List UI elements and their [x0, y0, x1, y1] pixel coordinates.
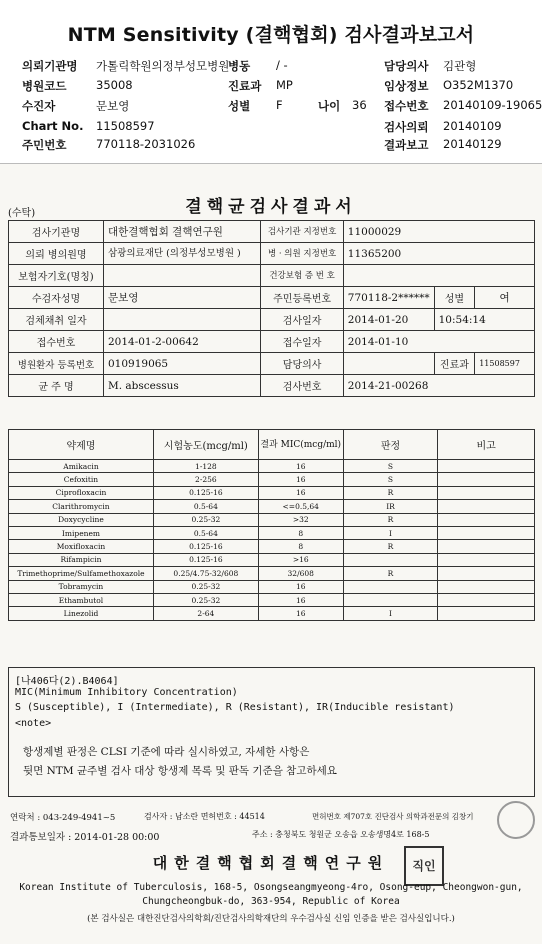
report-notice-date: 결과통보일자 : 2014-01-28 00:00: [10, 832, 160, 843]
ast-cell-range: 0.5-64: [153, 500, 258, 513]
examiner-info: 검사자 : 남소란 면허번호 : 44514: [144, 812, 265, 821]
ast-cell-range: 0.25-32: [153, 593, 258, 606]
sex-form-value: 여: [475, 287, 535, 309]
notes-tag: <note>: [15, 718, 52, 729]
ast-row: [9, 567, 535, 580]
ast-header-mic: 결과 MIC(mcg/ml): [258, 430, 343, 460]
ast-cell-remark: [438, 580, 535, 593]
rrn-label: 주민번호: [22, 138, 67, 152]
ast-cell-range: 1-128: [153, 460, 258, 473]
address-korean: 주소 : 충청북도 청원군 오송읍 오송생명4로 168-5: [252, 830, 430, 839]
species-value: M. abscessus: [103, 375, 260, 397]
chart-no-label: Chart No.: [22, 119, 84, 133]
ast-cell-interp: R: [343, 486, 438, 499]
form-dept-value: 11508597: [475, 353, 535, 375]
ast-cell-interp: I: [343, 526, 438, 539]
ast-cell-interp: S: [343, 460, 438, 473]
collect-date-value: [103, 309, 260, 331]
institute-name: 대한결핵협회결핵연구원: [152, 854, 390, 872]
hosp-reg-label: 병 · 의원 지정번호: [261, 243, 343, 265]
test-no-label: 검사번호: [261, 375, 343, 397]
recv-date-label: 접수일자: [261, 331, 343, 353]
dept-value: MP: [276, 78, 293, 92]
ward-label: 병동: [228, 59, 251, 73]
round-stamp-icon: [497, 801, 535, 839]
request-date-label: 검사의뢰: [384, 120, 429, 134]
consignment-tag: (수탁): [8, 208, 36, 219]
lab-reg-value: 11000029: [343, 221, 534, 243]
ast-cell-interp: S: [343, 473, 438, 486]
patient-value: 문보영: [96, 99, 130, 113]
req-hospital-value: 삼광의료재단 (의정부성모병원 ): [103, 243, 260, 265]
rrn-form-label: 주민등록번호: [261, 287, 343, 309]
ast-cell-mic: 16: [258, 580, 343, 593]
insurer-value: [103, 265, 260, 287]
ast-cell-interp: R: [343, 567, 438, 580]
ast-cell-drug: Doxycycline: [9, 513, 154, 526]
report-date-label: 결과보고: [384, 138, 429, 152]
ast-row: [9, 486, 535, 499]
ast-cell-drug: Moxifloxacin: [9, 540, 154, 553]
request-date-value: 20140109: [443, 119, 502, 133]
ast-cell-range: 2-64: [153, 607, 258, 620]
susceptibility-table: [8, 429, 535, 621]
receipt-no-value: 20140109-19065: [443, 98, 542, 112]
ast-cell-mic: 8: [258, 540, 343, 553]
ast-cell-remark: [438, 473, 535, 486]
lab-name-label: 검사기관명: [9, 221, 104, 243]
ast-cell-drug: Clarithromycin: [9, 500, 154, 513]
report-title: NTM Sensitivity (결핵협회) 검사결과보고서: [67, 24, 475, 46]
ast-cell-mic: >16: [258, 553, 343, 566]
hosp-patient-no-value: 010919065: [103, 353, 260, 375]
notes-legend: S (Susceptible), I (Intermediate), R (Resistant), IR(Inducible resistant): [15, 702, 455, 713]
ast-cell-remark: [438, 607, 535, 620]
patient-name-label: 수검자성명: [9, 287, 104, 309]
official-seal: 직인: [404, 846, 444, 886]
sex-value: F: [276, 98, 283, 112]
ast-cell-drug: Trimethoprime/Sulfamethoxazole: [9, 567, 154, 580]
ast-cell-drug: Ethambutol: [9, 593, 154, 606]
form-title: 결핵균검사결과서: [185, 197, 357, 217]
lab-reg-label: 검사기관 지정번호: [261, 221, 343, 243]
ast-row: [9, 540, 535, 553]
institution-label: 의뢰기관명: [22, 59, 78, 73]
ast-cell-drug: Tobramycin: [9, 580, 154, 593]
report-header: [0, 0, 542, 160]
address-english-line-2: Chungcheongbuk-do, 363-954, Republic of Korea: [142, 896, 400, 907]
report-date-value: 20140129: [443, 137, 502, 151]
notes-code: [나406다(2).B4064]: [15, 676, 119, 687]
doctor-value: 김관형: [443, 59, 477, 73]
clinical-info-label: 임상정보: [384, 79, 429, 93]
ast-cell-interp: IR: [343, 500, 438, 513]
ast-cell-interp: R: [343, 540, 438, 553]
hospital-code-value: 35008: [96, 78, 133, 92]
collect-date-label: 검체채취 일자: [9, 309, 104, 331]
ast-row: [9, 580, 535, 593]
ast-header-interp: 판정: [343, 430, 438, 460]
notes-korean-line-1: 항생제별 판정은 CLSI 기준에 따라 실시하였고, 자세한 사항은: [23, 746, 310, 758]
ast-cell-range: 0.25-32: [153, 513, 258, 526]
test-date-value: 2014-01-20: [343, 309, 434, 331]
age-label: 나이: [318, 99, 341, 113]
req-hospital-label: 의뢰 병의원명: [9, 243, 104, 265]
hosp-reg-value: 11365200: [343, 243, 534, 265]
ast-header-drug: 약제명: [9, 430, 154, 460]
ast-cell-range: 0.25-32: [153, 580, 258, 593]
ast-row: [9, 473, 535, 486]
doctor-label: 담당의사: [384, 59, 429, 73]
ast-cell-remark: [438, 526, 535, 539]
ast-header-remark: 비고: [438, 430, 535, 460]
ast-cell-drug: Imipenem: [9, 526, 154, 539]
scanned-result-form: [0, 163, 542, 944]
ast-row: [9, 526, 535, 539]
rrn-form-value: 770118-2******: [343, 287, 434, 309]
ast-cell-drug: Rifampicin: [9, 553, 154, 566]
lab-name-value: 대한결핵협회 결핵연구원: [103, 221, 260, 243]
address-english-line-1: Korean Institute of Tuberculosis, 168-5, Osongseangmyeong-4ro, Osong-eup, Cheongwon-gun,: [19, 882, 523, 893]
patient-name-value: 문보영: [103, 287, 260, 309]
ast-cell-remark: [438, 500, 535, 513]
notes-mic-definition: MIC(Minimum Inhibitory Concentration): [15, 687, 238, 698]
test-date-label: 검사일자: [261, 309, 343, 331]
chart-no-value: 11508597: [96, 119, 155, 133]
form-doctor-label: 담당의사: [261, 353, 343, 375]
hosp-patient-no-label: 병원환자 등록번호: [9, 353, 104, 375]
ast-cell-interp: I: [343, 607, 438, 620]
ast-cell-range: 0.125-16: [153, 540, 258, 553]
ast-cell-mic: 16: [258, 473, 343, 486]
age-value: 36: [352, 98, 367, 112]
ast-cell-range: 0.125-16: [153, 553, 258, 566]
ward-value: / -: [276, 58, 288, 72]
ast-cell-interp: [343, 593, 438, 606]
ast-cell-drug: Amikacin: [9, 460, 154, 473]
hospital-code-label: 병원코드: [22, 79, 67, 93]
ast-cell-mic: 16: [258, 460, 343, 473]
ast-cell-remark: [438, 486, 535, 499]
header-row-institution: [22, 58, 78, 74]
ast-row: [9, 513, 535, 526]
patient-label: 수진자: [22, 99, 56, 113]
ast-cell-mic: 16: [258, 486, 343, 499]
test-no-value: 2014-21-00268: [343, 375, 534, 397]
clinical-info-value: O352M1370: [443, 78, 514, 92]
ast-cell-remark: [438, 567, 535, 580]
receipt-no-label: 접수번호: [384, 99, 429, 113]
license-info: 면허번호 제707호 진단검사 의학과전문의 김창기: [312, 812, 474, 821]
species-label: 균 주 명: [9, 375, 104, 397]
patient-info-table: [8, 220, 535, 397]
recv-no-label: 접수번호: [9, 331, 104, 353]
ast-cell-range: 0.5-64: [153, 526, 258, 539]
ast-cell-drug: Ciprofloxacin: [9, 486, 154, 499]
sex-label: 성별: [228, 99, 251, 113]
institution-value: 가톨릭학원의정부성모병원: [96, 59, 230, 73]
contact-info: 연락처 : 043-249-4941~5: [10, 813, 116, 823]
ast-cell-mic: 16: [258, 607, 343, 620]
dept-label: 진료과: [228, 79, 262, 93]
sex-form-label: 성별: [434, 287, 475, 309]
health-ins-label: 건강보험 증 번 호: [261, 265, 343, 287]
ast-cell-remark: [438, 540, 535, 553]
ast-cell-interp: [343, 580, 438, 593]
ast-row: [9, 553, 535, 566]
ast-cell-mic: >32: [258, 513, 343, 526]
ast-row: [9, 593, 535, 606]
ast-body: [9, 460, 535, 621]
ast-row: [9, 500, 535, 513]
certification-note: (본 검사실은 대한진단검사의학회/진단검사의학재단의 우수검사실 신임 인증을 받은 검사실입니다.): [87, 914, 455, 924]
ast-cell-remark: [438, 553, 535, 566]
ast-cell-range: 0.25/4.75-32/608: [153, 567, 258, 580]
ast-cell-mic: <=0.5,64: [258, 500, 343, 513]
recv-no-value: 2014-01-2-00642: [103, 331, 260, 353]
notes-box: [8, 667, 535, 797]
ast-cell-drug: Linezolid: [9, 607, 154, 620]
ast-cell-remark: [438, 513, 535, 526]
ast-cell-interp: R: [343, 513, 438, 526]
recv-date-value: 2014-01-10: [343, 331, 534, 353]
ast-cell-interp: [343, 553, 438, 566]
health-ins-value: [343, 265, 534, 287]
ast-cell-remark: [438, 593, 535, 606]
ast-row: [9, 607, 535, 620]
ast-cell-mic: 8: [258, 526, 343, 539]
ast-row: [9, 460, 535, 473]
rrn-value: 770118-2031026: [96, 137, 196, 151]
ast-header-range: 시험농도(mcg/ml): [153, 430, 258, 460]
form-doctor-value: [343, 353, 434, 375]
ast-cell-drug: Cefoxitin: [9, 473, 154, 486]
ast-cell-mic: 32/608: [258, 567, 343, 580]
insurer-label: 보험자기호(명칭): [9, 265, 104, 287]
notes-korean-line-2: 뒷면 NTM 균주별 검사 대상 항생제 목록 및 판독 기준을 참고하세요: [23, 765, 337, 777]
ast-cell-mic: 16: [258, 593, 343, 606]
ast-header-row: [9, 430, 535, 460]
ast-cell-range: 0.125-16: [153, 486, 258, 499]
form-dept-label: 진료과: [434, 353, 475, 375]
test-time-value: 10:54:14: [434, 309, 534, 331]
ast-cell-range: 2-256: [153, 473, 258, 486]
ast-cell-remark: [438, 460, 535, 473]
